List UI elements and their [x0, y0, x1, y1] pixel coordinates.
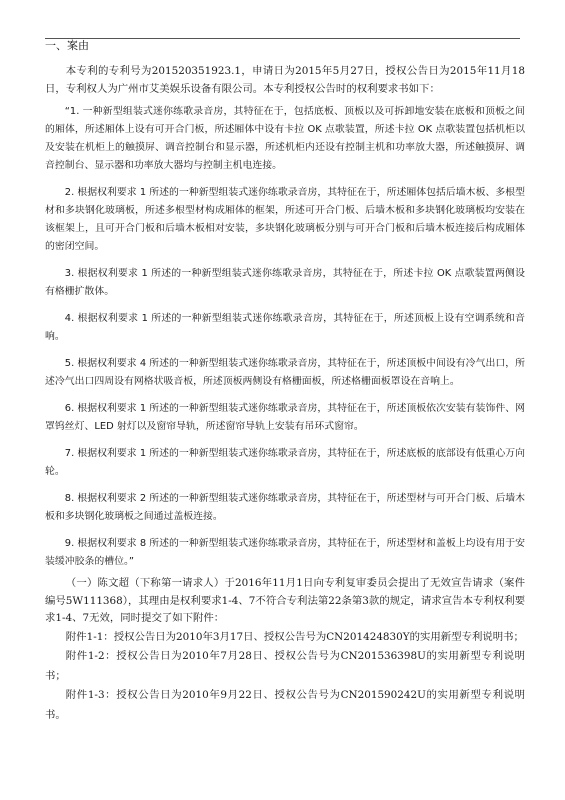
- claim-2: 2. 根据权利要求 1 所述的一种新型组装式迷你练歌录音房，其特征在于，所述厢体包括后墙木板、多根型材和多块钢化玻璃板，所述多根型材构成厢体的框架，所述可开合门板、后墙木板和多块钢化玻璃板均安装在该框架上，且可开合门板和后墙木板相对安装，多块钢化玻璃板分别与可开合门板和后墙木板连接后构成厢体的密闭空间。: [45, 187, 525, 253]
- claim-7: 7. 根据权利要求 1 所述的一种新型组装式迷你练歌录音房，其特征在于，所述底板的底部设有低重心万向轮。: [45, 448, 525, 478]
- intro-paragraph: 本专利的专利号为201520351923.1，申请日为2015年5月27日，授权公告日为2015年11月18日，专利权人为广州市艾美娱乐设备有限公司。本专利授权公告时的权利要求书如下：: [45, 65, 525, 95]
- attachment-1-1: 附件1-1：授权公告日为2010年3月17日、授权公告号为CN201424830Y的实用新型专利说明书；: [65, 630, 524, 643]
- header-rule: [45, 38, 520, 39]
- attachment-1-3: 附件1-3：授权公告日为2010年9月22日、授权公告号为CN201590242U的实用新型专利说明书。: [45, 689, 525, 721]
- document-body: [45, 63, 525, 725]
- section-heading: 一、案由: [45, 39, 89, 52]
- claim-5: 5. 根据权利要求 4 所述的一种新型组装式迷你练歌录音房，其特征在于，所述顶板中间设有冷气出口，所述冷气出口四周设有网格状吸音板，所述顶板两侧设有格栅面板，所述格栅面板罩设在音响上。: [45, 358, 525, 388]
- claim-6: 6. 根据权利要求 1 所述的一种新型组装式迷你练歌录音房，其特征在于，所述顶板依次安装有装饰件、网罩钨丝灯、LED 射灯以及窗帘导轨，所述窗帘导轨上安装有吊环式窗帘。: [45, 403, 525, 433]
- attachment-1-2: 附件1-2：授权公告日为2010年7月28日、授权公告号为CN201536398U的实用新型专利说明书；: [45, 650, 525, 682]
- claim-3: 3. 根据权利要求 1 所述的一种新型组装式迷你练歌录音房，其特征在于，所述卡拉 OK 点歌装置两侧设有格栅扩散体。: [45, 268, 525, 298]
- claim-8: 8. 根据权利要求 2 所述的一种新型组装式迷你练歌录音房，其特征在于，所述型材与可开合门板、后墙木板和多块钢化玻璃板之间通过盖板连接。: [45, 493, 525, 523]
- claim-1: “1. 一种新型组装式迷你练歌录音房，其特征在于，包括底板、顶板以及可拆卸地安装在底板和顶板之间的厢体，所述厢体上设有可开合门板，所述厢体中设有卡拉 OK 点歌装置，所述卡拉 OK 点歌装置包括机柜以及安装在机柜上的触摸屏、调音控制台和显示器，所述机柜内还设有控制主机和功率放大器，所述触摸屏、调音控制台、显示器和功率放大器均与控制主机电连接。: [45, 106, 525, 172]
- request-paragraph: （一）陈文超（下称第一请求人）于2016年11月1日向专利复审委员会提出了无效宣告请求（案件编号5W111368），其理由是权利要求1-4、7不符合专利法第22条第3款的规定，请求宣告本专利权利要求1-4、7无效，同时提交了如下附件：: [45, 577, 525, 625]
- claim-4: 4. 根据权利要求 1 所述的一种新型组装式迷你练歌录音房，其特征在于，所述顶板上设有空调系统和音响。: [45, 313, 525, 343]
- claim-9: 9. 根据权利要求 8 所述的一种新型组装式迷你练歌录音房，其特征在于，所述型材和盖板上均设有用于安装缓冲胶条的槽位。”: [45, 538, 525, 568]
